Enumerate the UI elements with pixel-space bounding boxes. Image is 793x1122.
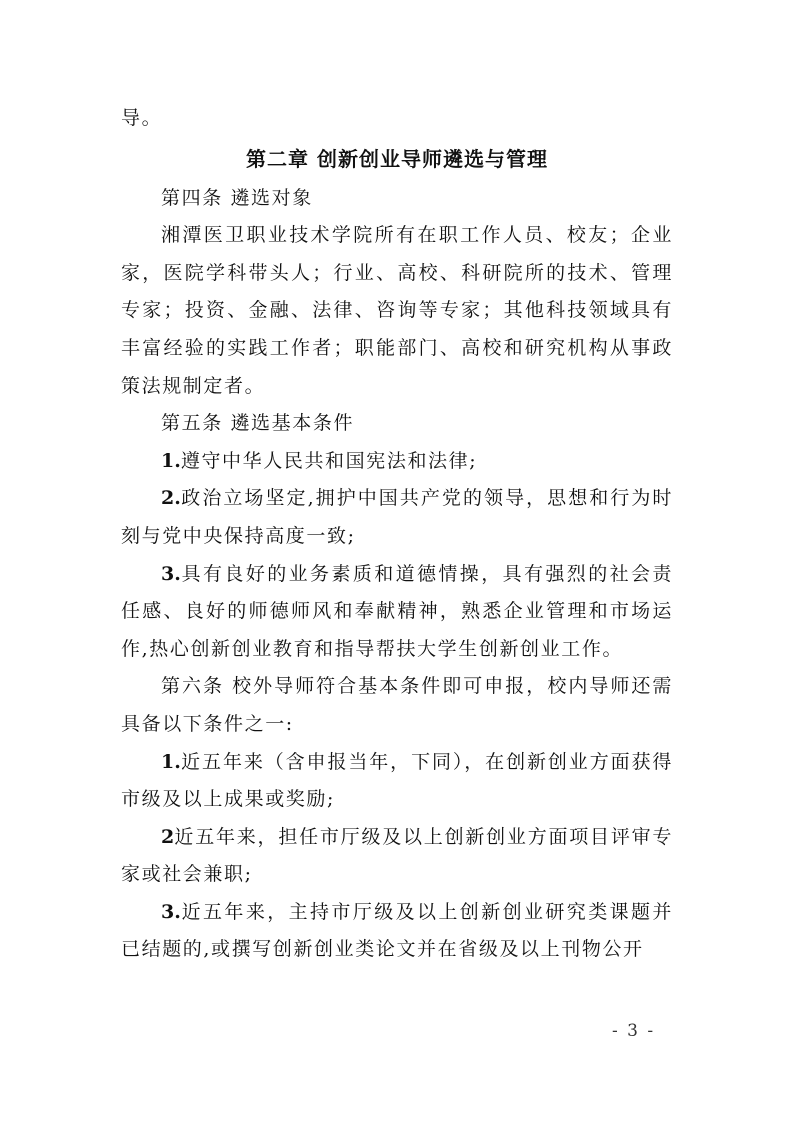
paragraph-intro-tail: 导。 <box>121 107 163 129</box>
item-text: 近五年来，主持市厅级及以上创新创业研究类课题并已结题的,或撰写创新创业类论文并在省级及以上刊物公开 <box>121 900 673 961</box>
article4-body: 湘潭医卫职业技术学院所有在职工作人员、校友；企业家，医院学科带头人；行业、高校、科研院所的技术、管理专家；投资、金融、法律、咨询等专家；其他科技领域具有丰富经验的实践工作者；职能部门、高校和研究机构从事政策法规制定者。 <box>121 224 673 397</box>
article6-heading: 第六条 校外导师符合基本条件即可申报，校内导师还需具备以下条件之一: <box>121 675 673 735</box>
chapter-title: 第二章 创新创业导师遴选与管理 <box>246 146 548 171</box>
item-number: 2. <box>161 487 181 510</box>
document-body <box>121 100 673 969</box>
item-text: 近五年来，担任市厅级及以上创新创业方面项目评审专家或社会兼职; <box>121 825 673 886</box>
item-number: 2 <box>161 825 175 848</box>
article6-item-2 <box>121 819 673 894</box>
item-text: 政治立场坚定,拥护中国共产党的领导，思想和行为时刻与党中央保持高度一致; <box>121 487 673 547</box>
item-text: 具有良好的业务素质和道德情操，具有强烈的社会责任感、良好的师德师风和奉献精神，熟悉企业管理和市场运作,热心创新创业教育和指导帮扶大学生创新创业工作。 <box>121 562 673 660</box>
article5-item-3 <box>121 556 673 669</box>
article4-heading: 第四条 遴选对象 <box>161 186 313 209</box>
article5-item-1 <box>121 443 673 481</box>
item-number: 1. <box>161 449 181 472</box>
item-text: 近五年来（含申报当年，下同），在创新创业方面获得市级及以上成果或奖励; <box>121 750 673 811</box>
article6-item-3 <box>121 894 673 969</box>
article5-heading: 第五条 遴选基本条件 <box>161 412 355 435</box>
item-number: 3. <box>161 562 181 585</box>
page-number: - 3 - <box>612 1021 656 1041</box>
item-number: 3. <box>161 900 181 923</box>
article5-item-2 <box>121 480 673 555</box>
item-number: 1. <box>161 750 181 773</box>
article6-item-1 <box>121 744 673 819</box>
item-text: 遵守中华人民共和国宪法和法律; <box>180 449 478 472</box>
